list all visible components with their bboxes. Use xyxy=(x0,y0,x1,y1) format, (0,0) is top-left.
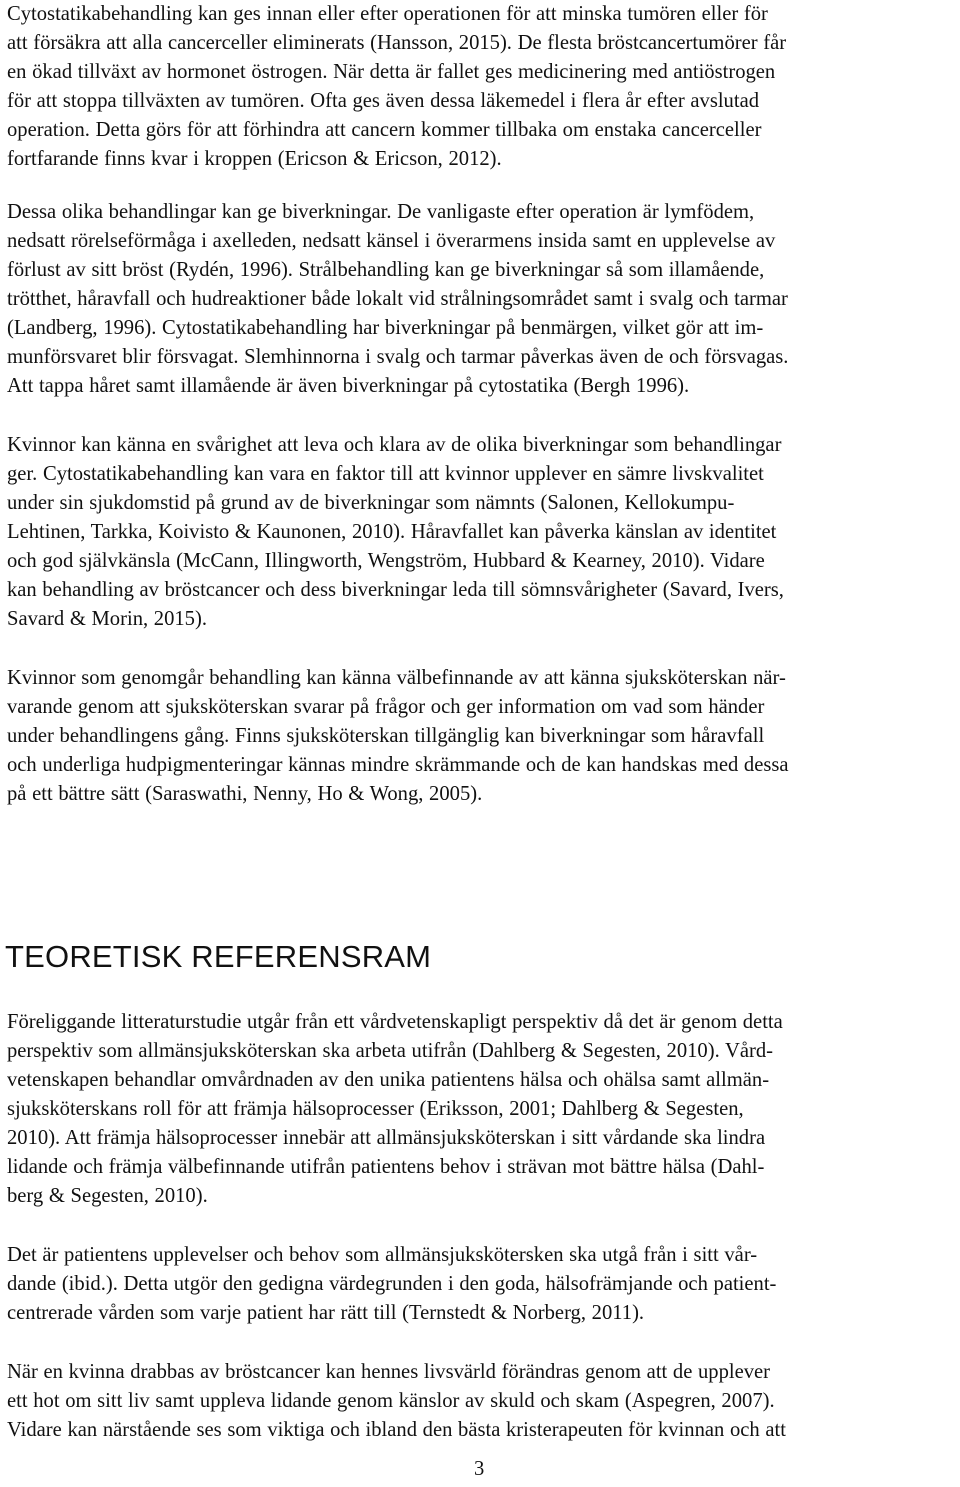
text-line: trötthet, håravfall och hudreaktioner både lokalt vid strålningsområdet samt i svalg och tarmar xyxy=(7,288,788,310)
text-line: förlust av sitt bröst (Rydén, 1996). Strålbehandling kan ge biverkningar så som illamående, xyxy=(7,259,765,281)
text-line: (Landberg, 1996). Cytostatikabehandling har biverkningar på benmärgen, vilket gör att im- xyxy=(7,317,764,339)
text-line: Att tappa håret samt illamående är även biverkningar på cytostatika (Bergh 1996). xyxy=(7,375,690,397)
paragraph-biverkningar xyxy=(7,198,788,401)
text-line: perspektiv som allmänsjuksköterskan ska arbeta utifrån (Dahlberg & Segesten, 2010). Vård- xyxy=(7,1040,774,1062)
text-line: operation. Detta görs för att förhindra att cancern kommer tillbaka om enstaka cancerceller xyxy=(7,119,762,141)
text-line: När en kvinna drabbas av bröstcancer kan hennes livsvärld förändras genom att de upplever xyxy=(7,1361,771,1383)
text-line: Savard & Morin, 2015). xyxy=(7,608,207,630)
text-line: Dessa olika behandlingar kan ge biverkningar. De vanligaste efter operation är lymfödem, xyxy=(7,201,755,223)
text-line: fortfarande finns kvar i kroppen (Ericson & Ericson, 2012). xyxy=(7,148,502,170)
text-line: och god självkänsla (McCann, Illingworth, Wengström, Hubbard & Kearney, 2010). Vidare xyxy=(7,550,765,572)
text-line: Cytostatikabehandling kan ges innan eller efter operationen för att minska tumören eller för xyxy=(7,3,768,25)
paragraph-sjukskoterskan xyxy=(7,664,789,809)
text-line: och underliga hudpigmenteringar kännas mindre skrämmande och de kan handskas med dessa xyxy=(7,754,789,776)
text-line: 2010). Att främja hälsoprocesser innebär att allmänsjuksköterskan i sitt vårdande ska lindra xyxy=(7,1127,766,1149)
text-line: munförsvaret blir försvagat. Slemhinnorna i svalg och tarmar påverkas även de och försvagas. xyxy=(7,346,789,368)
text-line: för att stoppa tillväxten av tumören. Ofta ges även dessa läkemedel i flera år efter avslutad xyxy=(7,90,760,112)
text-line: Kvinnor som genomgår behandling kan känna välbefinnande av att känna sjuksköterskan när- xyxy=(7,667,786,689)
text-line: nedsatt rörelseförmåga i axelleden, nedsatt känsel i överarmens insida samt en upplevelse av xyxy=(7,230,776,252)
text-line: centrerade vården som varje patient har rätt till (Ternstedt & Norberg, 2011). xyxy=(7,1302,645,1324)
text-line: under sin sjukdomstid på grund av de biverkningar som nämnts (Salonen, Kellokumpu- xyxy=(7,492,735,514)
text-line: Det är patientens upplevelser och behov som allmänsjukskötersken ska utgå från i sitt vår- xyxy=(7,1244,758,1266)
text-line: sjuksköterskans roll för att främja hälsoprocesser (Eriksson, 2001; Dahlberg & Segesten, xyxy=(7,1098,744,1120)
text-line: dande (ibid.). Detta utgör den gedigna värdegrunden i den goda, hälsofrämjande och patient- xyxy=(7,1273,777,1295)
text-line: ett hot om sitt liv samt uppleva lidande genom känslor av skuld och skam (Aspegren, 2007). xyxy=(7,1390,775,1412)
page-number: 3 xyxy=(474,1458,485,1480)
paragraph-vardvetenskap xyxy=(7,1008,783,1211)
text-line: ger. Cytostatikabehandling kan vara en faktor till att kvinnor upplever en sämre livskvalitet xyxy=(7,463,764,485)
paragraph-vardegrund xyxy=(7,1241,776,1328)
text-line: under behandlingens gång. Finns sjuksköterskan tillgänglig kan biverkningar som håravfall xyxy=(7,725,765,747)
text-line: Kvinnor kan känna en svårighet att leva och klara av de olika biverkningar som behandlingar xyxy=(7,434,782,456)
paragraph-livsvarld xyxy=(7,1358,786,1445)
text-line: lidande och främja välbefinnande utifrån patientens behov i strävan mot bättre hälsa (Dahl- xyxy=(7,1156,765,1178)
text-line: Vidare kan närstående ses som viktiga och ibland den bästa kristerapeuten för kvinnan och att xyxy=(7,1419,786,1441)
section-heading: TEORETISK REFERENSRAM xyxy=(5,939,432,974)
text-line: Lehtinen, Tarkka, Koivisto & Kaunonen, 2010). Håravfallet kan påverka känslan av identitet xyxy=(7,521,777,543)
text-line: en ökad tillväxt av hormonet östrogen. När detta är fallet ges medicinering med antiöstrogen xyxy=(7,61,776,83)
text-line: varande genom att sjuksköterskan svarar på frågor och ger information om vad som händer xyxy=(7,696,765,718)
paragraph-cytostatika xyxy=(7,0,786,174)
text-line: kan behandling av bröstcancer och dess biverkningar leda till sömnsvårigheter (Savard, Ivers, xyxy=(7,579,784,601)
text-line: på ett bättre sätt (Saraswathi, Nenny, Ho & Wong, 2005). xyxy=(7,783,483,805)
text-line: vetenskapen behandlar omvårdnaden av den unika patientens hälsa och ohälsa samt allmän- xyxy=(7,1069,770,1091)
paragraph-livskvalitet xyxy=(7,431,784,634)
text-line: berg & Segesten, 2010). xyxy=(7,1185,208,1207)
text-line: att försäkra att alla cancerceller eliminerats (Hansson, 2015). De flesta bröstcancertumörer får xyxy=(7,32,787,54)
text-line: Föreliggande litteraturstudie utgår från ett vårdvetenskapligt perspektiv då det är genom detta xyxy=(7,1011,783,1033)
